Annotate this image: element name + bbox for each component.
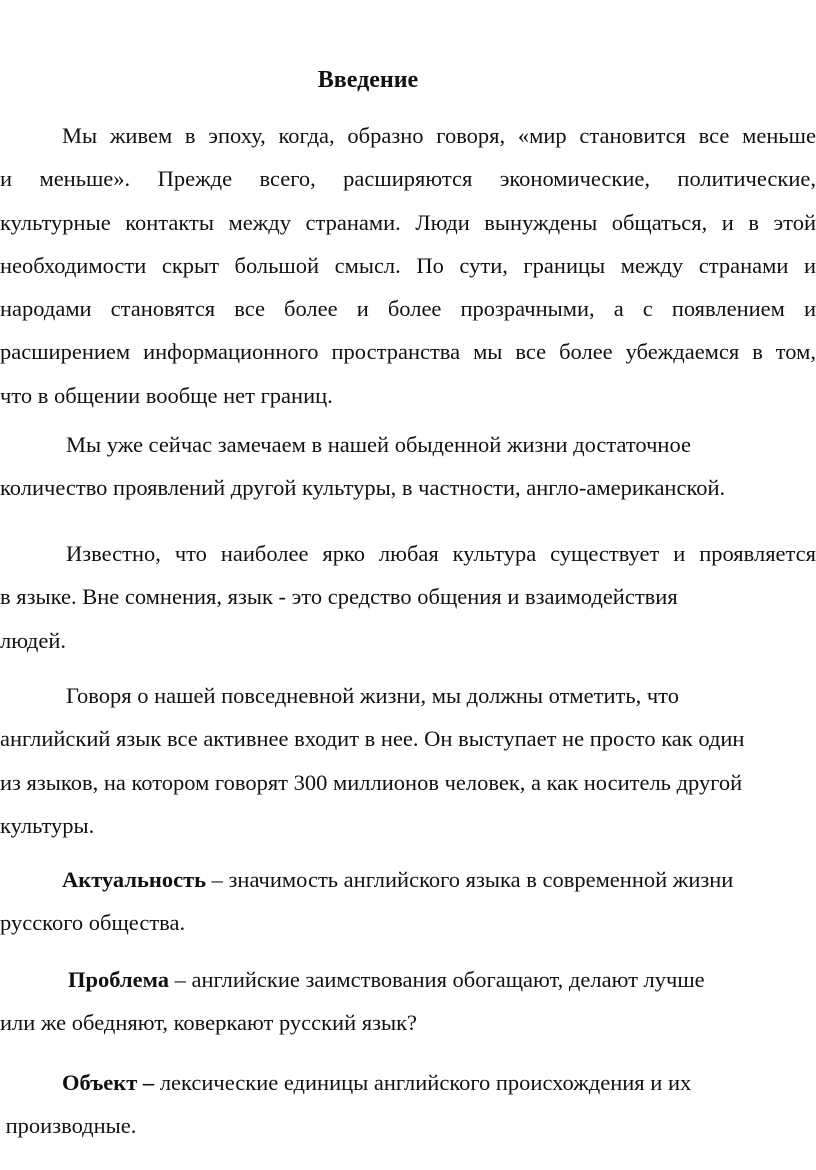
relevance-label: Актуальность [62, 867, 207, 892]
document-title: Введение [317, 67, 419, 93]
text-line: из языков, на котором говорят 300 миллионов человек, а как носитель другой [0, 769, 743, 795]
object-text: лексические единицы английского происхождения и их [154, 1070, 692, 1095]
paragraph-english [0, 674, 816, 847]
text-line: в языке. Вне сомнения, язык - это средство общения и взаимодействия [0, 584, 678, 610]
text-line: людей. [0, 627, 66, 653]
problem-label: Проблема [68, 967, 169, 992]
text-line [0, 958, 816, 1001]
paragraph-problem [0, 958, 816, 1045]
paragraph-intro [0, 114, 816, 417]
text-line: количество проявлений другой культуры, в частности, англо-американской. [0, 475, 726, 501]
object-label: Объект – [62, 1070, 155, 1095]
paragraph-relevance [0, 858, 816, 945]
text-line: необходимости скрыт большой смысл. По сути, границы между странами и [0, 252, 816, 278]
text-line: культурные контакты между странами. Люди вынуждены общаться, и в этой [0, 209, 816, 235]
paragraph-culture [0, 423, 816, 510]
text-line: английский язык все активнее входит в нее. Он выступает не просто как один [0, 726, 745, 752]
text-line: Известно, что наиболее ярко любая культура существует и проявляется [66, 541, 816, 566]
text-line: Мы живем в эпоху, когда, образно говоря, «мир становится все меньше [62, 123, 816, 148]
text-line: расширением информационного пространства мы все более убеждаемся в том, [0, 339, 816, 365]
paragraph-language [0, 532, 816, 662]
text-line: Мы уже сейчас замечаем в нашей обыденной жизни достаточное [66, 432, 691, 457]
text-line: или же обедняют, коверкают русский язык? [0, 1010, 418, 1036]
text-line: народами становятся все более и более прозрачными, а с появлением и [0, 296, 816, 322]
text-line [0, 1061, 816, 1104]
problem-text: – английские заимствования обогащают, делают лучше [169, 967, 705, 992]
text-line: и меньше». Прежде всего, расширяются экономические, политические, [0, 166, 816, 192]
text-line: русского общества. [0, 910, 186, 936]
text-line: культуры. [0, 812, 95, 838]
text-line: Говоря о нашей повседневной жизни, мы должны отметить, что [66, 683, 679, 708]
text-line: что в общении вообще нет границ. [0, 382, 333, 408]
text-line: производные. [0, 1113, 137, 1139]
paragraph-object [0, 1061, 816, 1148]
text-line [0, 858, 816, 901]
relevance-text: – значимость английского языка в современной жизни [206, 867, 734, 892]
